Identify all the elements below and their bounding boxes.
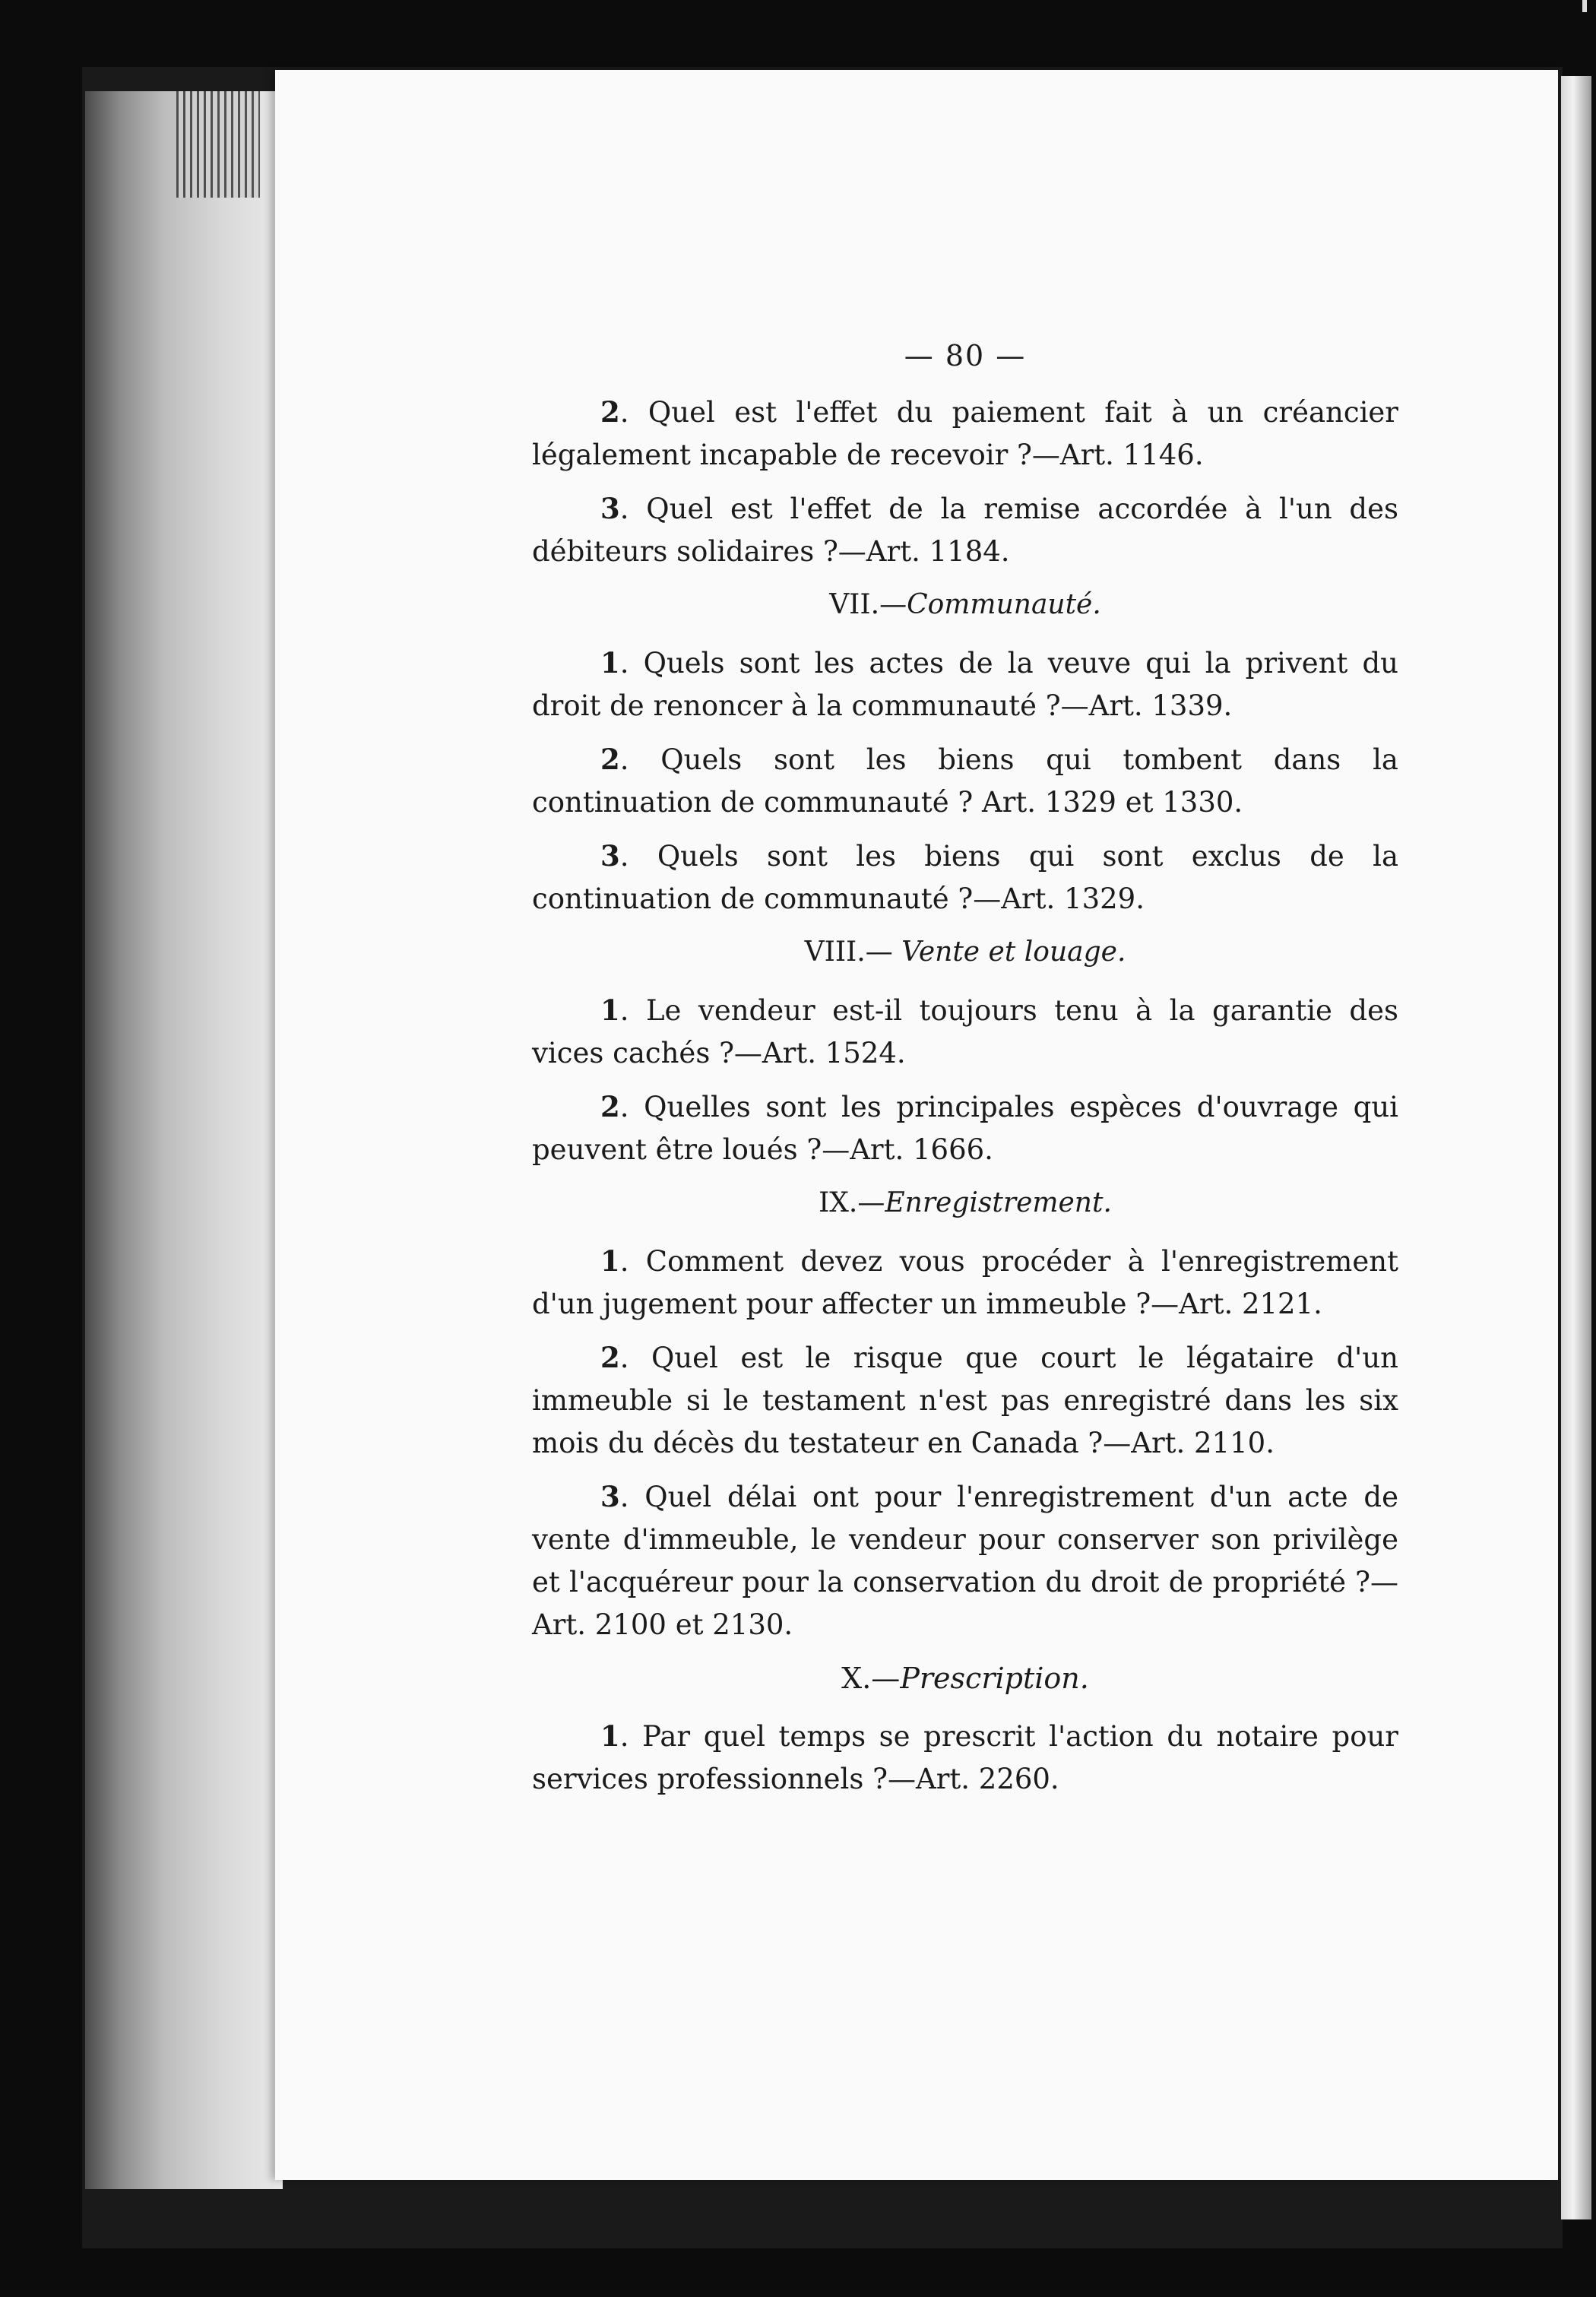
question-number: 1	[600, 1719, 620, 1753]
section-heading	[532, 1182, 1398, 1225]
section-heading	[532, 1657, 1398, 1700]
question-paragraph	[532, 1336, 1398, 1465]
right-page-edge	[1561, 76, 1591, 2219]
page-edges	[176, 91, 260, 198]
question-text: . Quel est l'effet de la remise accordée à l'un des débiteurs solidaires ?—Art. 1184.	[532, 493, 1398, 568]
section-title: Prescription.	[900, 1662, 1089, 1695]
question-paragraph	[532, 835, 1398, 920]
question-text: . Quels sont les biens qui sont exclus de la continuation de communauté ?—Art. 1329.	[532, 840, 1398, 915]
page-content	[532, 334, 1398, 1811]
question-paragraph	[532, 1085, 1398, 1171]
question-text: . Le vendeur est-il toujours tenu à la garantie des vices cachés ?—Art. 1524.	[532, 994, 1398, 1069]
question-text: . Comment devez vous procéder à l'enregistrement d'un jugement pour affecter un immeuble ?—Art. 2121.	[532, 1245, 1398, 1320]
question-number: 3	[600, 1480, 620, 1513]
question-number: 3	[600, 839, 620, 873]
question-number: 3	[600, 492, 620, 525]
page-stack-edge	[85, 91, 283, 2189]
question-number: 2	[600, 1341, 620, 1374]
question-number: 2	[600, 743, 620, 776]
question-paragraph	[532, 487, 1398, 573]
text-blocks	[532, 391, 1398, 1801]
section-numeral: X.—	[841, 1662, 901, 1695]
question-paragraph	[532, 391, 1398, 477]
section-title: Vente et louage.	[901, 936, 1126, 968]
question-text: . Quelles sont les principales espèces d'ouvrage qui peuvent être loués ?—Art. 1666.	[532, 1091, 1398, 1166]
question-number: 2	[600, 395, 620, 429]
question-paragraph	[532, 1240, 1398, 1326]
question-number: 2	[600, 1090, 620, 1123]
section-title: Communauté.	[907, 589, 1101, 620]
question-text: . Quel délai ont pour l'enregistrement d'un acte de vente d'immeuble, le vendeur pour conserver son privilège et l'acquéreur pour la conservation du droit de propriété ?—Art. 2100 et 2130.	[532, 1481, 1398, 1641]
question-number: 1	[600, 646, 620, 680]
question-paragraph	[532, 738, 1398, 824]
section-numeral: IX.—	[819, 1187, 885, 1218]
question-paragraph	[532, 989, 1398, 1075]
section-heading	[532, 931, 1398, 974]
section-numeral: VIII.—	[804, 936, 902, 968]
question-text: . Par quel temps se prescrit l'action du notaire pour services professionnels ?—Art. 2260.	[532, 1720, 1398, 1795]
corner-mark	[1582, 0, 1587, 12]
section-title: Enregistrement.	[885, 1187, 1112, 1218]
question-number: 1	[600, 993, 620, 1027]
question-text: . Quels sont les biens qui tombent dans la continuation de communauté ? Art. 1329 et 1330.	[532, 743, 1398, 819]
question-paragraph	[532, 1715, 1398, 1801]
page-number: — 80 —	[904, 339, 1027, 372]
question-text: . Quels sont les actes de la veuve qui la privent du droit de renoncer à la communauté ?—Art. 1339.	[532, 647, 1398, 722]
question-text: . Quel est l'effet du paiement fait à un créancier légalement incapable de recevoir ?—Art. 1146.	[532, 396, 1398, 471]
section-heading	[532, 584, 1398, 626]
question-text: . Quel est le risque que court le légataire d'un immeuble si le testament n'est pas enregistré dans les six mois du décès du testateur en Canada ?—Art. 2110.	[532, 1342, 1398, 1459]
question-number: 1	[600, 1244, 620, 1278]
section-numeral: VII.—	[829, 589, 907, 620]
question-paragraph	[532, 1475, 1398, 1646]
question-paragraph	[532, 642, 1398, 727]
